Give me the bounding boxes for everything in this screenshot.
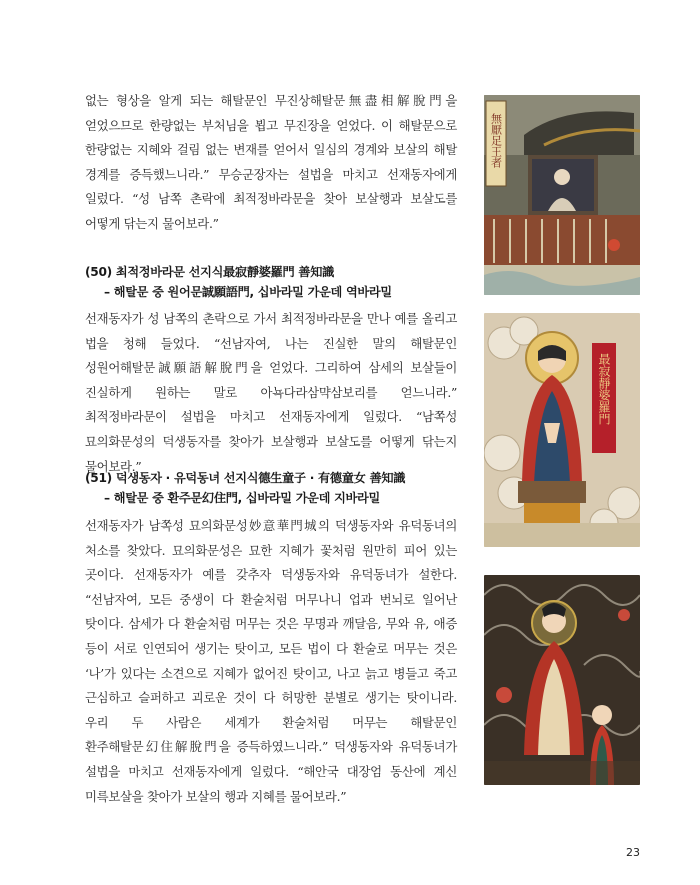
painting-1 [484, 95, 640, 295]
painting-2-caption: 最寂靜婆羅門 [597, 353, 611, 425]
painting-2 [484, 313, 640, 547]
page-number: 23 [626, 846, 640, 859]
paragraph-1: 없는 형상을 알게 되는 해탈문인 무진상해탈문無盡相解脫門을 얻었으므로 한량없는 부처님을 뵙고 무진장을 얻었다. 이 해탈문으로 한량없는 지혜와 걸림 없는 변재를 얻어서 일심의 경계와 보살의 해탈 경계를 증득했느니라.” 무승군장자는 설법을 마치고 선재동자에게 일렀다. “성 남쪽 촌락에 최적정바라문을 찾아 보살행과 보살도를 어떻게 닦는지 물어보라.” [85, 93, 457, 231]
section-51-subtitle: – 해탈문 중 환주문幻住門, 십바라밀 가운데 지바라밀 [104, 491, 380, 505]
section-heading-51 [85, 468, 457, 508]
section-51-title: (51) 덕생동자 · 유덕동녀 선지식德生童子 · 有德童女 善知識 [85, 471, 406, 485]
section-heading-50 [85, 262, 457, 302]
paragraph-2: 선재동자가 성 남쪽의 촌락으로 가서 최적정바라문을 만나 예를 올리고 법을 청해 들었다. “선남자여, 나는 진실한 말의 해탈문인 성원어해탈문誠願語解脫門을 얻었다. 그리하여 삼세의 보살들이 진실하게 원하는 말로 아뇩다라삼먁삼보리를 얻느니라.” 최적정바라문이 설법을 마치고 선재동자에게 일렀다. “남쪽성 묘의화문성의 덕생동자를 찾아가 보살행과 보살도를 어떻게 닦는지 물어보라.” [85, 311, 457, 474]
section-50-subtitle: – 해탈문 중 원어문誠願語門, 십바라밀 가운데 역바라밀 [104, 285, 392, 299]
painting-1-caption: 無厭足王者 [489, 113, 503, 168]
section-50-title: (50) 최적정바라문 선지식最寂靜婆羅門 善知識 [85, 265, 334, 279]
painting-3 [484, 575, 640, 785]
paragraph-3: 선재동자가 남쪽성 묘의화문성妙意華門城의 덕생동자와 유덕동녀의 처소를 찾았다. 묘의화문성은 묘한 지혜가 꽃처럼 원만히 피어 있는 곳이다. 선재동자가 예를 갖추자 덕생동자와 유덕동녀가 설한다. “선남자여, 모든 중생이 다 환술처럼 머무나니 업과 번뇌로 일어난 탓이다. 삼세가 다 환술처럼 머무는 것은 무명과 깨달음, 무와 유, 애증 등이 서로 인연되어 생기는 탓이고, 모든 법이 다 환술로 머무는 것은 ‘나’가 있다는 소견으로 지혜가 없어진 탓이고, 나고 늙고 병들고 죽고 근심하고 슬퍼하고 괴로운 것이 다 허망한 분별로 생기는 탓이니라. 우리 두 사람은 세계가 환술처럼 머무는 해탈문인 환주해탈문幻住解脫門을 증득하였느니라.” 덕생동자와 유덕동녀가 설법을 마치고 선재동자에게 일렀다. “해안국 대장엄 동산에 계신 미륵보살을 찾아가 보살의 행과 지혜를 물어보라.” [85, 518, 457, 804]
